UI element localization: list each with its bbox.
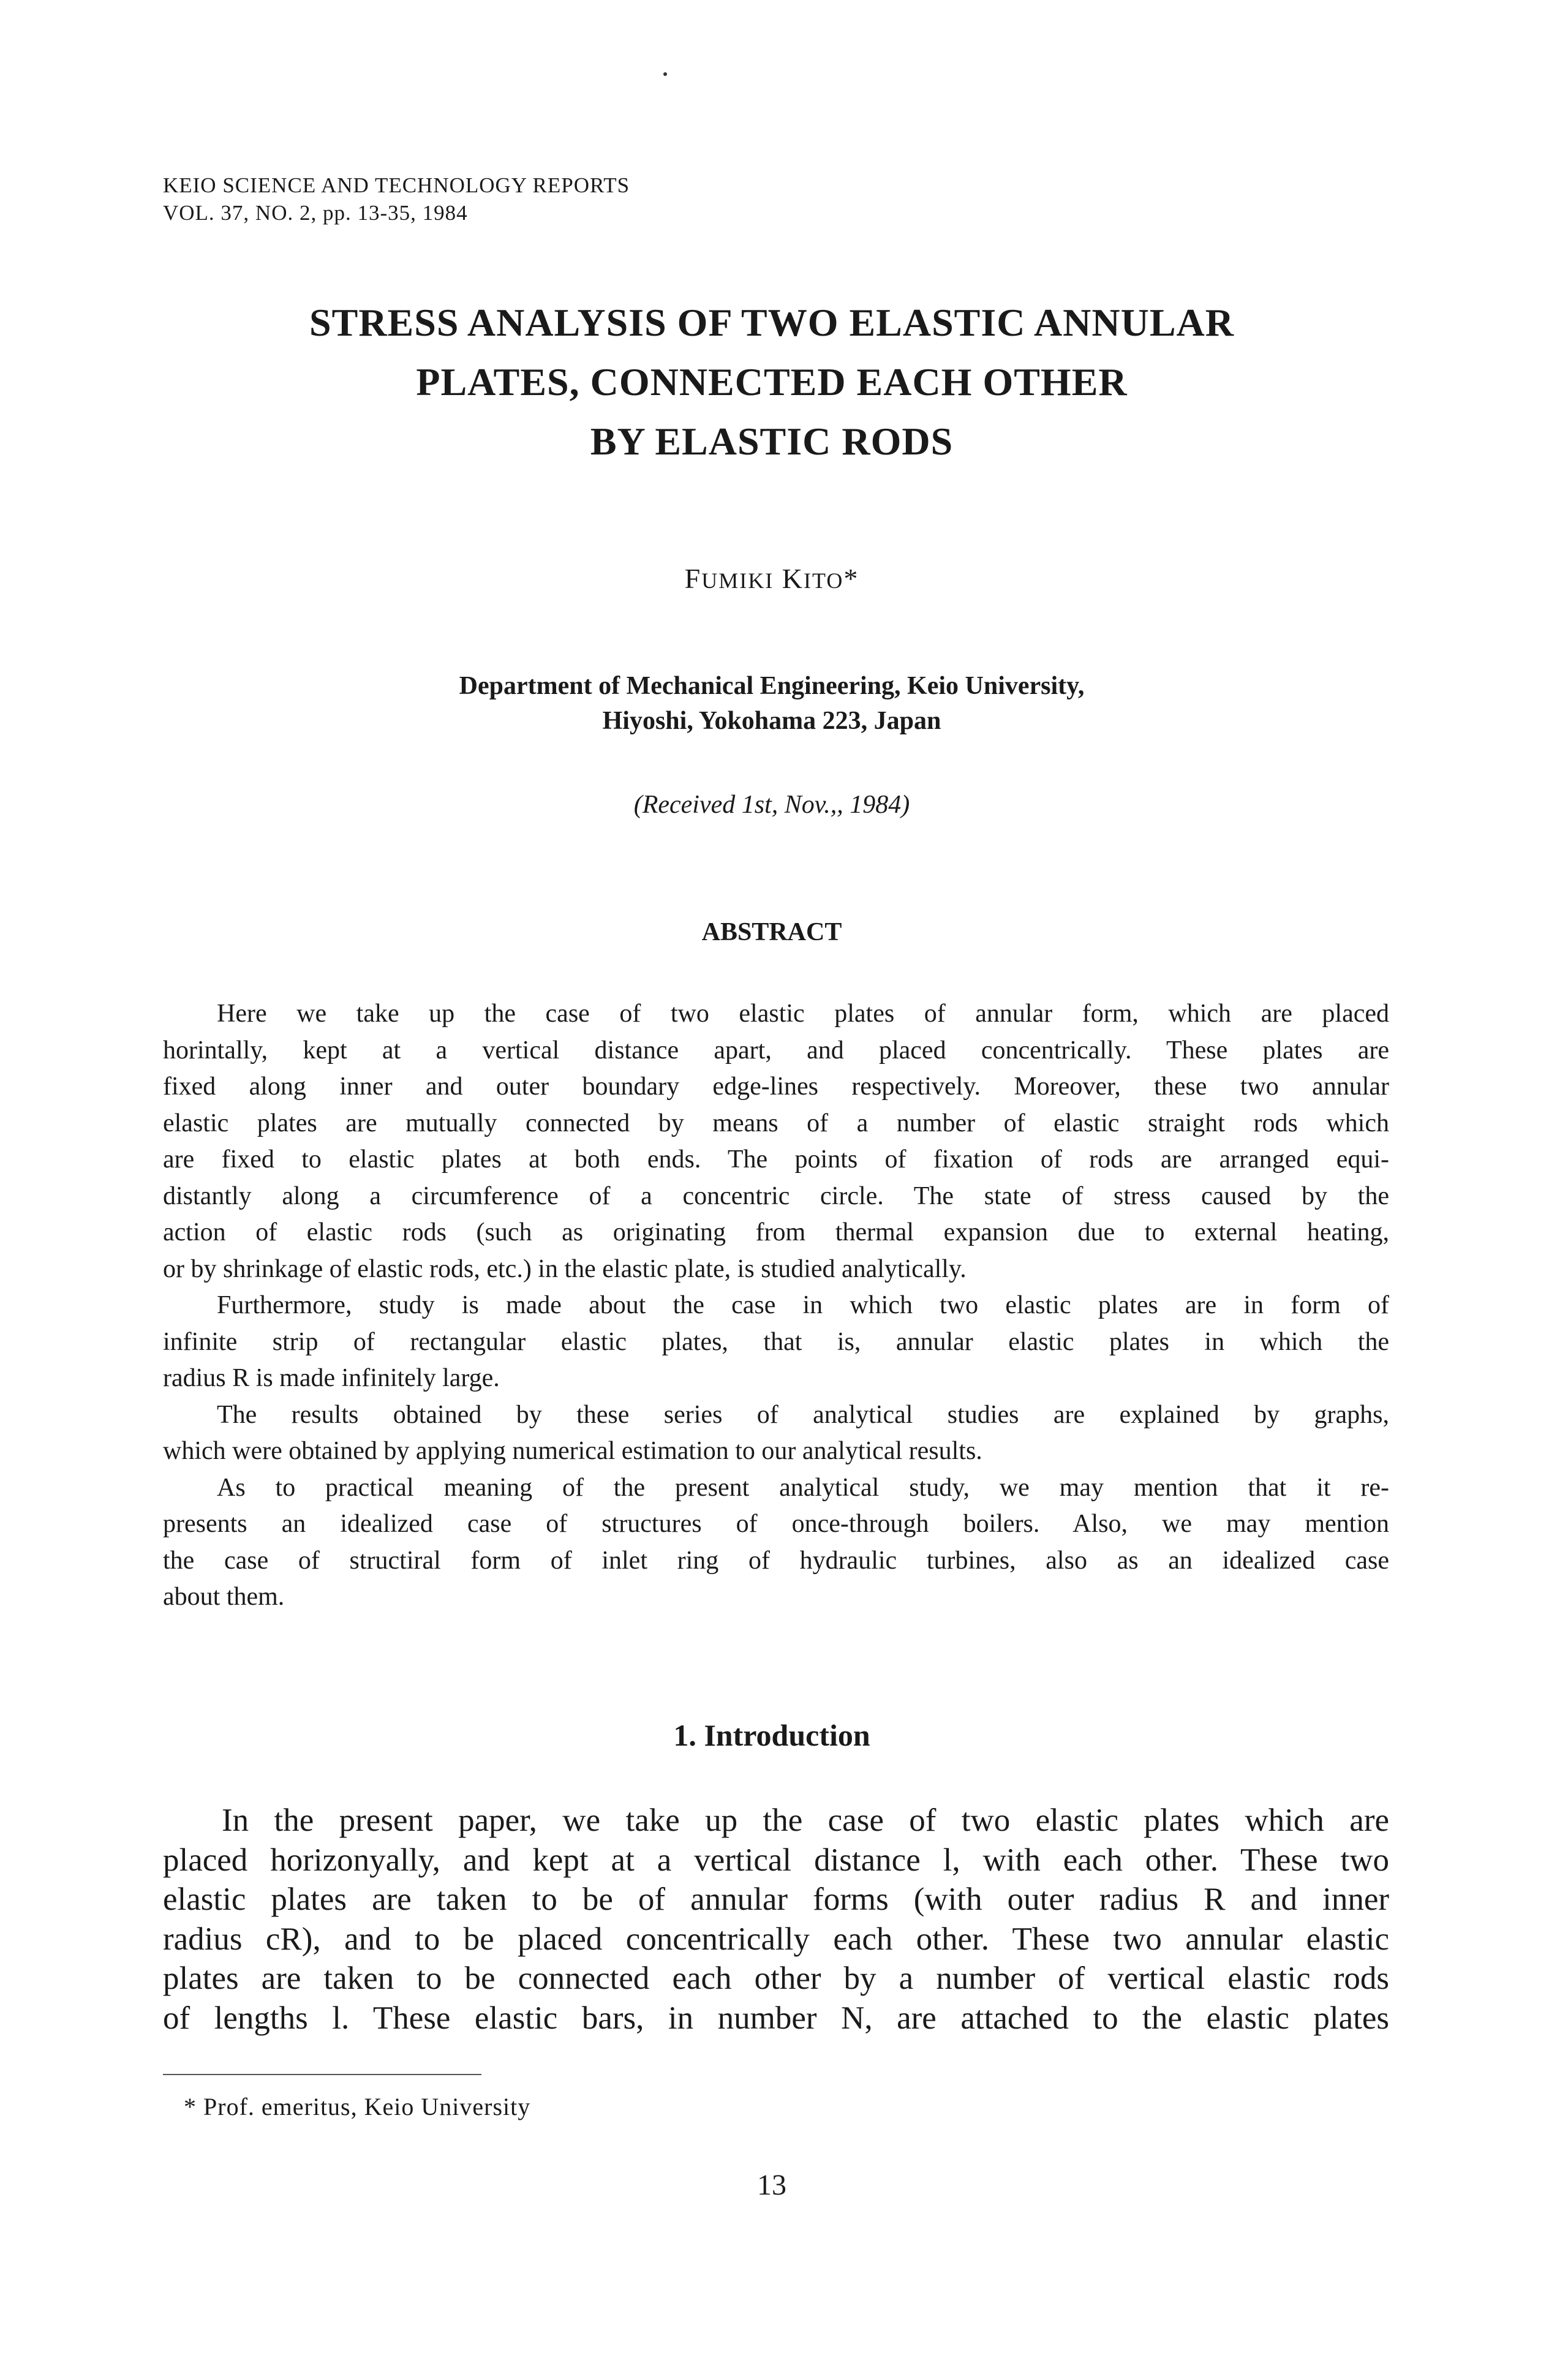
text-line: elastic plates are mutually connected by means of a number of elastic straight rods which [163, 1109, 1389, 1137]
affiliation-line: Department of Mechanical Engineering, Keio University, [459, 672, 1085, 700]
journal-volume: VOL. 37, NO. 2, pp. 13-35, 1984 [163, 201, 468, 225]
page-number: 13 [757, 2169, 786, 2201]
text-line: distantly along a circumference of a concentric circle. The state of stress caused by the [163, 1182, 1389, 1210]
text-line: In the present paper, we take up the case of two elastic plates which are [222, 1803, 1389, 1838]
text-line: Here we take up the case of two elastic plates of annular form, which are placed [217, 1000, 1389, 1028]
affiliation-line: Hiyoshi, Yokohama 223, Japan [602, 707, 941, 735]
title-line: BY ELASTIC RODS [590, 420, 954, 463]
introduction-body [163, 1801, 1389, 2038]
journal-name: KEIO SCIENCE AND TECHNOLOGY REPORTS [163, 173, 630, 197]
text-line: presents an idealized case of structures of once-through boilers. Also, we may mention [163, 1510, 1389, 1538]
text-line: As to practical meaning of the present analytical study, we may mention that it re- [217, 1473, 1389, 1502]
title-line: PLATES, CONNECTED EACH OTHER [416, 360, 1128, 404]
text-line: the case of structiral form of inlet ring of hydraulic turbines, also as an idealized case [163, 1546, 1389, 1575]
text-line: of lengths l. These elastic bars, in number N, are attached to the elastic plates [163, 2000, 1389, 2036]
footnote-rule [163, 2074, 481, 2075]
affiliation [0, 669, 1544, 739]
text-line: are fixed to elastic plates at both ends. The points of fixation of rods are arranged equi- [163, 1145, 1389, 1174]
text-line: plates are taken to be connected each other by a number of vertical elastic rods [163, 1961, 1389, 1996]
text-line: elastic plates are taken to be of annular forms (with outer radius R and inner [163, 1882, 1389, 1917]
text-line: which were obtained by applying numerical estimation to our analytical results. [163, 1437, 982, 1465]
text-line: The results obtained by these series of analytical studies are explained by graphs, [217, 1400, 1389, 1429]
text-line: or by shrinkage of elastic rods, etc.) in the elastic plate, is studied analytically. [163, 1254, 967, 1283]
scan-speck [663, 72, 667, 76]
paper-title [0, 293, 1544, 471]
text-line: radius cR), and to be placed concentrically each other. These two annular elastic [163, 1921, 1389, 1957]
abstract-heading: ABSTRACT [701, 918, 842, 946]
text-line: fixed along inner and outer boundary edge-lines respectively. Moreover, these two annular [163, 1072, 1389, 1101]
text-line: infinite strip of rectangular elastic plates, that is, annular elastic plates in which the [163, 1327, 1389, 1356]
author-name: FUMIKI KITO* [684, 563, 859, 594]
text-line: horintally, kept at a vertical distance apart, and placed concentrically. These plates are [163, 1036, 1389, 1065]
footnote: * Prof. emeritus, Keio University [184, 2093, 531, 2120]
text-line: radius R is made infinitely large. [163, 1364, 500, 1392]
section-heading-introduction: 1. Introduction [673, 1718, 870, 1752]
received-date: (Received 1st, Nov.,, 1984) [633, 791, 910, 819]
abstract-body [163, 996, 1389, 1616]
text-line: about them. [163, 1583, 285, 1611]
text-line: placed horizonyally, and kept at a vertical distance l, with each other. These two [163, 1842, 1389, 1878]
text-line: Furthermore, study is made about the case in which two elastic plates are in form of [217, 1291, 1389, 1319]
text-line: action of elastic rods (such as originating from thermal expansion due to external heating, [163, 1218, 1389, 1246]
title-line: STRESS ANALYSIS OF TWO ELASTIC ANNULAR [309, 301, 1234, 344]
